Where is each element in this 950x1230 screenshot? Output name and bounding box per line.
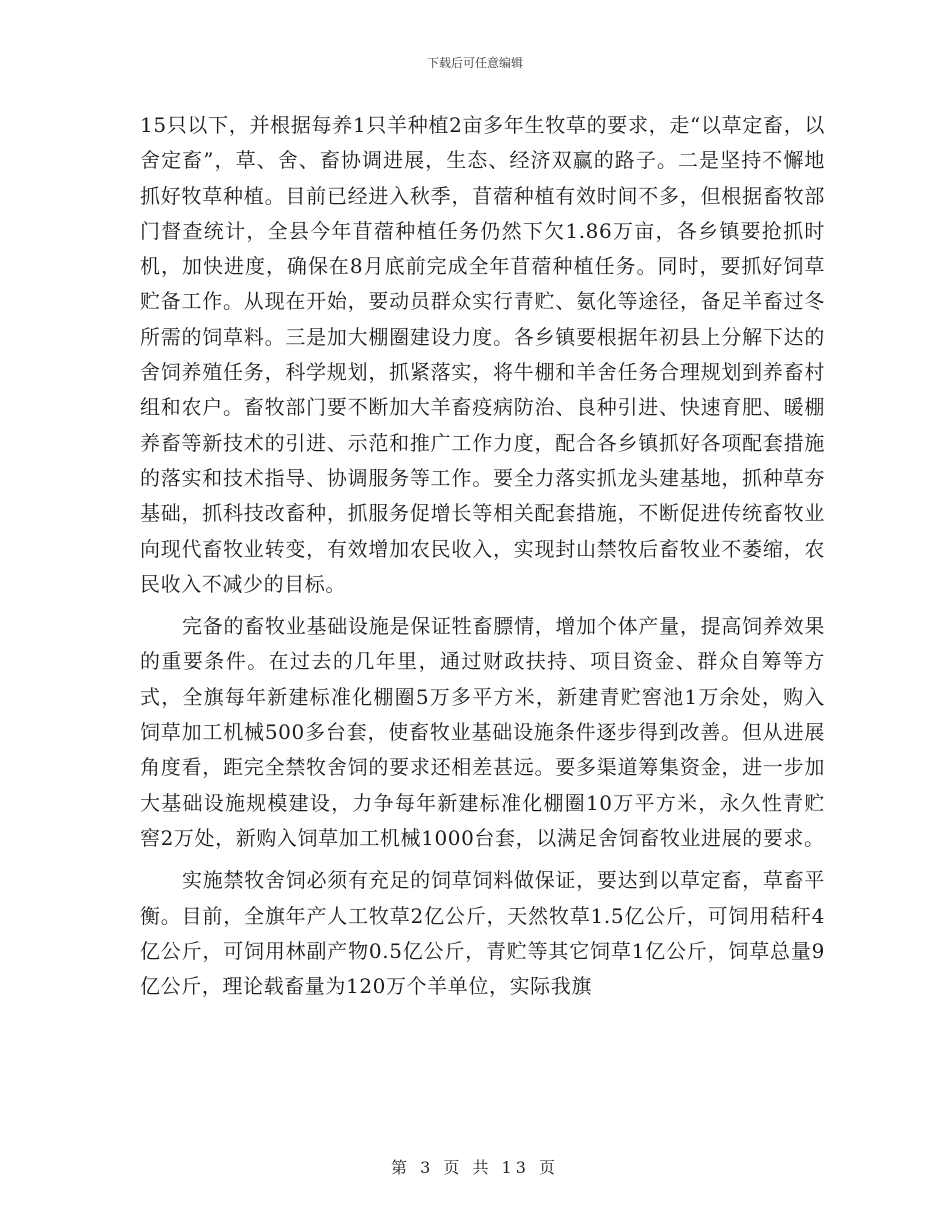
page-footer: 第 3 页 共 13 页 [391, 1158, 559, 1177]
paragraph-3: 实施禁牧舍饲必须有充足的饲草饲料做保证，要达到以草定畜，草畜平衡。目前，全旗年产人工牧草2亿公斤，天然牧草1.5亿公斤，可饲用秸秆4亿公斤，可饲用林副产物0.5亿公斤，青贮等其它饲草1亿公斤，饲草总量9亿公斤，理论载畜量为120万个羊单位，实际我旗 [140, 868, 825, 999]
paragraph-2: 完备的畜牧业基础设施是保证牲畜膘情，增加个体产量，提高饲养效果的重要条件。在过去的几年里，通过财政扶持、项目资金、群众自筹等方式，全旗每年新建标准化棚圈5万多平方米，新建青贮窖池1万余处，购入饲草加工机械500多台套，使畜牧业基础设施条件逐步得到改善。但从进展角度看，距完全禁牧舍饲的要求还相差甚远。要多渠道筹集资金，进一步加大基础设施规模建设，力争每年新建标准化棚圈10万平方米，永久性青贮窖2万处，新购入饲草加工机械1000台套，以满足舍饲畜牧业进展的要求。 [140, 614, 825, 850]
document-body [140, 108, 825, 1011]
paragraph-1: 15只以下，并根据每养1只羊种植2亩多年生牧草的要求，走“以草定畜，以舍定畜”，草、舍、畜协调进展，生态、经济双赢的路子。二是坚持不懈地抓好牧草种植。目前已经进入秋季，苜蓿种植有效时间不多，但根据畜牧部门督查统计，全县今年苜蓿种植任务仍然下欠1.86万亩，各乡镇要抢抓时机，加快进度，确保在8月底前完成全年苜蓿种植任务。同时，要抓好饲草贮备工作。从现在开始，要动员群众实行青贮、氨化等途径，备足羊畜过冬所需的饲草料。三是加大棚圈建设力度。各乡镇要根据年初县上分解下达的舍饲养殖任务，科学规划，抓紧落实，将牛棚和羊舍任务合理规划到养畜村组和农户。畜牧部门要不断加大羊畜疫病防治、良种引进、快速育肥、暖棚养畜等新技术的引进、示范和推广工作力度，配合各乡镇抓好各项配套措施的落实和技术指导、协调服务等工作。要全力落实抓龙头建基地，抓种草夯基础，抓科技改畜种，抓服务促增长等相关配套措施，不断促进传统畜牧业向现代畜牧业转变，有效增加农民收入，实现封山禁牧后畜牧业不萎缩，农民收入不减少的目标。 [140, 113, 825, 596]
page-header: 下载后可任意编辑 [426, 56, 523, 70]
